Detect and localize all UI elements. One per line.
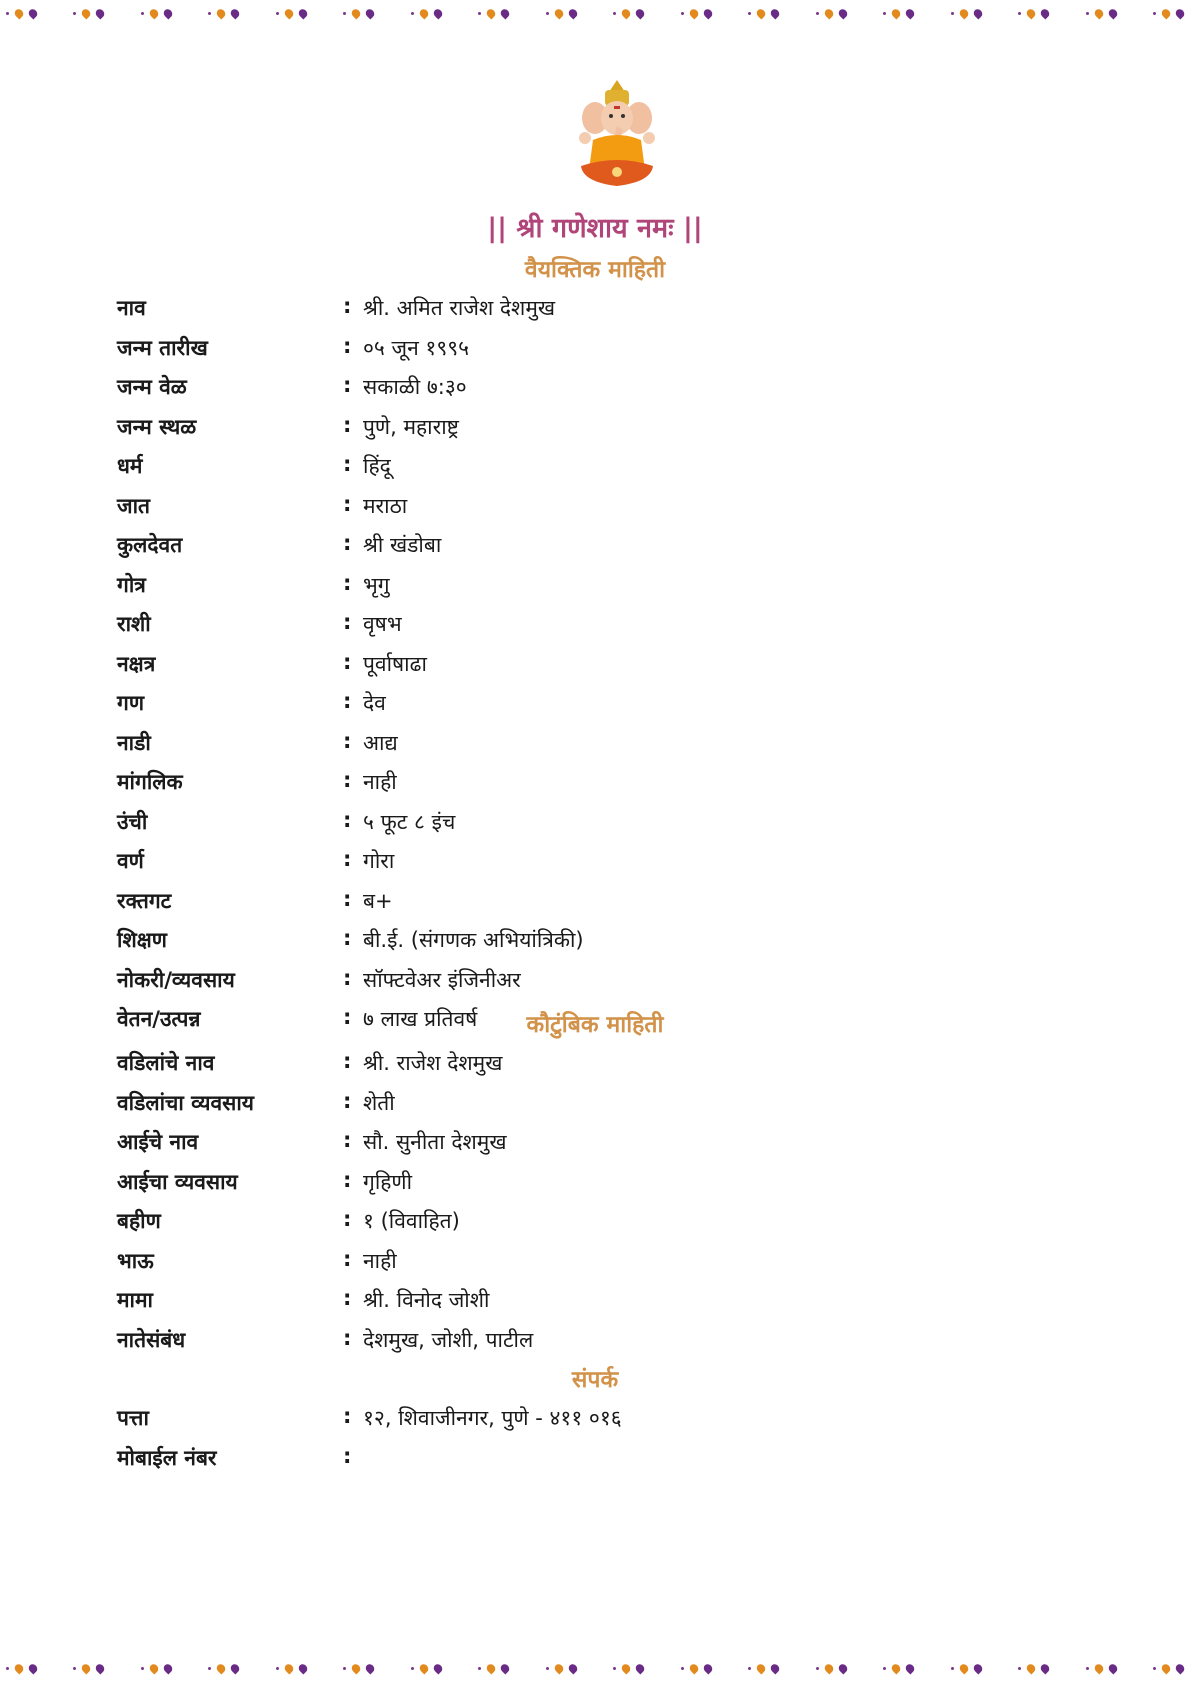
border-motif bbox=[1018, 1664, 1049, 1673]
border-motif bbox=[951, 1664, 982, 1673]
field-label: वेतन/उत्पन्न bbox=[117, 1007, 201, 1031]
field-value: श्री खंडोबा bbox=[363, 533, 442, 557]
personal-info-title: वैयक्तिक माहिती bbox=[524, 257, 666, 283]
field-separator: : bbox=[343, 1005, 352, 1029]
border-motif bbox=[681, 9, 712, 18]
field-value: गोरा bbox=[363, 849, 395, 873]
field-label: गण bbox=[117, 691, 145, 715]
field-separator: : bbox=[343, 807, 352, 832]
border-motif bbox=[276, 1664, 307, 1673]
info-row bbox=[117, 1168, 1017, 1208]
border-motif bbox=[613, 9, 644, 18]
field-separator: : bbox=[343, 1325, 352, 1350]
border-motif bbox=[748, 1664, 779, 1673]
personal-info-list bbox=[117, 294, 1017, 1045]
field-label: वर्ण bbox=[117, 849, 144, 873]
info-row bbox=[117, 492, 1017, 532]
invocation-heading: || श्री गणेशाय नमः || bbox=[487, 213, 703, 244]
field-separator: : bbox=[343, 373, 352, 397]
field-value: श्री. विनोद जोशी bbox=[363, 1288, 490, 1312]
border-motif bbox=[816, 9, 847, 18]
field-label: आईचा व्यवसाय bbox=[117, 1169, 238, 1194]
info-row bbox=[117, 768, 1017, 808]
field-separator: : bbox=[343, 886, 352, 911]
field-separator: : bbox=[343, 1088, 352, 1113]
field-value: आद्य bbox=[363, 730, 398, 755]
border-motif bbox=[411, 9, 442, 18]
field-label: उंची bbox=[117, 809, 148, 834]
field-value: सौ. सुनीता देशमुख bbox=[363, 1130, 507, 1154]
field-value: मराठा bbox=[363, 493, 408, 518]
field-value: १ (विवाहित) bbox=[363, 1209, 460, 1233]
border-motif bbox=[276, 9, 307, 18]
info-row bbox=[117, 1089, 1017, 1129]
info-row bbox=[117, 1207, 1017, 1247]
bottom-decorative-border bbox=[0, 1659, 1190, 1677]
field-separator: : bbox=[343, 649, 352, 674]
border-motif bbox=[1153, 9, 1184, 18]
field-separator: : bbox=[343, 1128, 352, 1152]
top-decorative-border bbox=[0, 4, 1190, 22]
border-motif bbox=[1086, 9, 1117, 18]
border-motif bbox=[1086, 1664, 1117, 1673]
field-label: गोत्र bbox=[117, 572, 146, 597]
field-label: नोकरी/व्यवसाय bbox=[117, 967, 235, 992]
field-label: भाऊ bbox=[117, 1248, 154, 1273]
field-value: देव bbox=[363, 691, 386, 715]
field-separator: : bbox=[343, 1167, 352, 1192]
field-value: १२, शिवाजीनगर, पुणे - ४११ ०१६ bbox=[363, 1406, 622, 1430]
field-separator: : bbox=[343, 610, 352, 634]
info-row bbox=[117, 294, 1017, 334]
field-label: आईचे नाव bbox=[117, 1130, 199, 1154]
field-separator: : bbox=[343, 452, 352, 476]
field-value: भृगु bbox=[363, 572, 390, 597]
field-value: सकाळी ७:३० bbox=[363, 375, 467, 399]
field-label: नाडी bbox=[117, 730, 151, 755]
info-row bbox=[117, 966, 1017, 1006]
info-row bbox=[117, 1049, 1017, 1089]
field-separator: : bbox=[343, 1286, 352, 1310]
border-motif bbox=[883, 1664, 914, 1673]
field-separator: : bbox=[343, 491, 352, 516]
field-separator: : bbox=[343, 333, 352, 358]
border-motif bbox=[1018, 9, 1049, 18]
field-separator: : bbox=[343, 965, 352, 990]
border-motif bbox=[411, 1664, 442, 1673]
border-motif bbox=[208, 1664, 239, 1673]
border-motif bbox=[73, 9, 104, 18]
field-separator: : bbox=[343, 570, 352, 595]
field-value: शेती bbox=[363, 1090, 395, 1115]
border-motif bbox=[681, 1664, 712, 1673]
info-row bbox=[117, 531, 1017, 571]
field-value: ब+ bbox=[363, 888, 393, 913]
border-motif bbox=[141, 9, 172, 18]
field-label: नाव bbox=[117, 296, 146, 320]
info-row bbox=[117, 650, 1017, 690]
field-label: नातेसंबंध bbox=[117, 1327, 186, 1352]
family-info-list bbox=[117, 1049, 1017, 1365]
field-label: रक्तगट bbox=[117, 888, 172, 913]
field-separator: : bbox=[343, 728, 352, 753]
border-motif bbox=[816, 1664, 847, 1673]
field-label: मामा bbox=[117, 1288, 153, 1312]
field-value: ७ लाख प्रतिवर्ष bbox=[363, 1007, 478, 1031]
info-row bbox=[117, 373, 1017, 413]
border-motif bbox=[613, 1664, 644, 1673]
field-value: श्री. अमित राजेश देशमुख bbox=[363, 296, 556, 320]
field-label: राशी bbox=[117, 612, 151, 636]
field-separator: : bbox=[343, 847, 352, 871]
info-row bbox=[117, 1404, 1017, 1444]
field-label: मोबाईल नंबर bbox=[117, 1445, 217, 1470]
contact-title: संपर्क bbox=[571, 1367, 619, 1393]
info-row bbox=[117, 926, 1017, 966]
border-motif bbox=[343, 1664, 374, 1673]
field-label: वडिलांचा व्यवसाय bbox=[117, 1090, 254, 1115]
field-label: पत्ता bbox=[117, 1406, 149, 1430]
field-label: कुलदेवत bbox=[117, 533, 183, 557]
field-value: देशमुख, जोशी, पाटील bbox=[363, 1327, 534, 1352]
field-separator: : bbox=[343, 1049, 352, 1073]
info-row bbox=[117, 1247, 1017, 1287]
info-row bbox=[117, 413, 1017, 453]
field-separator: : bbox=[343, 1207, 352, 1231]
border-motif bbox=[546, 1664, 577, 1673]
field-separator: : bbox=[343, 689, 352, 713]
border-motif bbox=[6, 1664, 37, 1673]
field-label: जात bbox=[117, 493, 150, 518]
ganesha-icon bbox=[571, 78, 663, 190]
field-value: बी.ई. (संगणक अभियांत्रिकी) bbox=[363, 928, 584, 952]
contact-list bbox=[117, 1404, 1017, 1483]
info-row bbox=[117, 610, 1017, 650]
field-value: वृषभ bbox=[363, 612, 402, 636]
info-row bbox=[117, 689, 1017, 729]
field-separator: : bbox=[343, 531, 352, 555]
border-motif bbox=[6, 9, 37, 18]
border-motif bbox=[951, 9, 982, 18]
field-label: जन्म स्थळ bbox=[117, 414, 197, 439]
field-separator: : bbox=[343, 926, 352, 950]
field-separator: : bbox=[343, 768, 352, 792]
border-motif bbox=[748, 9, 779, 18]
border-motif bbox=[546, 9, 577, 18]
border-motif bbox=[883, 9, 914, 18]
border-motif bbox=[141, 1664, 172, 1673]
field-value: ०५ जून १९९५ bbox=[363, 335, 470, 360]
field-separator: : bbox=[343, 1404, 352, 1428]
info-row bbox=[117, 887, 1017, 927]
field-separator: : bbox=[343, 1443, 352, 1468]
field-value: श्री. राजेश देशमुख bbox=[363, 1051, 503, 1075]
field-value: पुणे, महाराष्ट्र bbox=[363, 414, 459, 439]
border-motif bbox=[478, 9, 509, 18]
field-separator: : bbox=[343, 412, 352, 437]
field-value: पूर्वाषाढा bbox=[363, 651, 427, 676]
info-row bbox=[117, 1128, 1017, 1168]
field-label: शिक्षण bbox=[117, 928, 167, 952]
field-label: नक्षत्र bbox=[117, 651, 156, 676]
field-separator: : bbox=[343, 294, 352, 318]
field-value: ५ फूट ८ इंच bbox=[363, 809, 456, 834]
field-label: वडिलांचे नाव bbox=[117, 1051, 215, 1075]
info-row bbox=[117, 1444, 1017, 1484]
field-label: मांगलिक bbox=[117, 770, 183, 794]
info-row bbox=[117, 334, 1017, 374]
field-separator: : bbox=[343, 1246, 352, 1271]
field-label: बहीण bbox=[117, 1209, 161, 1233]
border-motif bbox=[343, 9, 374, 18]
info-row bbox=[117, 452, 1017, 492]
field-value: नाही bbox=[363, 770, 397, 794]
border-motif bbox=[73, 1664, 104, 1673]
field-value: हिंदू bbox=[363, 454, 391, 478]
field-value: गृहिणी bbox=[363, 1169, 413, 1194]
field-label: धर्म bbox=[117, 454, 143, 478]
field-value: सॉफ्टवेअर इंजिनीअर bbox=[363, 967, 521, 992]
field-value: नाही bbox=[363, 1248, 397, 1273]
family-info-title: कौटुंबिक माहिती bbox=[526, 1012, 664, 1038]
field-label: जन्म तारीख bbox=[117, 335, 208, 360]
field-label: जन्म वेळ bbox=[117, 375, 187, 399]
info-row bbox=[117, 1326, 1017, 1366]
border-motif bbox=[478, 1664, 509, 1673]
info-row bbox=[117, 847, 1017, 887]
info-row bbox=[117, 1286, 1017, 1326]
border-motif bbox=[208, 9, 239, 18]
info-row bbox=[117, 808, 1017, 848]
info-row bbox=[117, 571, 1017, 611]
info-row bbox=[117, 729, 1017, 769]
border-motif bbox=[1153, 1664, 1184, 1673]
